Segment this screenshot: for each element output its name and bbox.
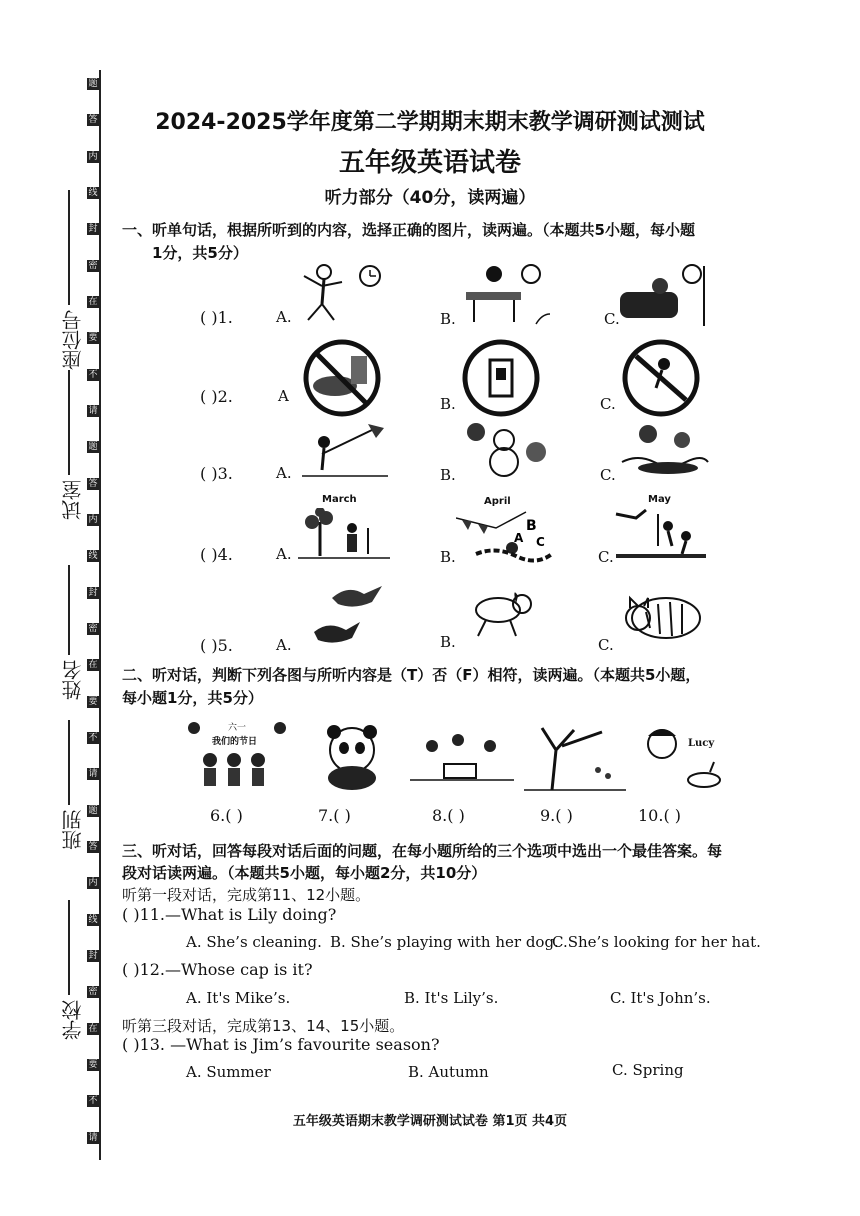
q12-option-a: A. It's Mike’s. (186, 989, 291, 1007)
section1-heading-cont: 1分，共5分） (152, 244, 248, 262)
seal-char: 密 (88, 987, 98, 998)
q13-option-b: B. Autumn (408, 1063, 489, 1081)
q10-answer: 10.( ) (638, 806, 682, 825)
eating-breakfast-picture (456, 262, 556, 326)
q5-option-c: C. (598, 636, 614, 654)
q4-option-a: A. (276, 545, 292, 563)
q13-option-c: C. Spring (612, 1061, 684, 1079)
q3-option-a: A. (276, 464, 292, 482)
section1-heading: 一、听单句话，根据所听到的内容，选择正确的图片，读两遍。（本题共5小题，每小题 (122, 221, 695, 239)
field-classroom: 试室 (61, 480, 85, 520)
q11-question: ( )11.—What is Lily doing? (122, 905, 337, 924)
listening-header: 听力部分（40分，读两遍） (324, 188, 536, 208)
month-label-may: May (648, 494, 671, 505)
seal-char: 内 (88, 151, 98, 162)
childrens-day-banner: 我们的节日 (212, 737, 258, 747)
seal-char: 线 (88, 188, 98, 198)
seal-char: 密 (88, 624, 98, 634)
seal-text-column (87, 70, 99, 1160)
flying-kite-picture (292, 420, 392, 484)
q12-option-b: B. It's Lily’s. (404, 989, 499, 1007)
sign-picture (460, 338, 542, 418)
seal-char: 答 (88, 478, 98, 489)
seal-char: 不 (88, 1096, 98, 1107)
seal-char: 请 (88, 406, 98, 416)
seal-char: 内 (88, 515, 98, 525)
q8-answer: 8.( ) (432, 806, 465, 825)
seal-char: 要 (88, 333, 98, 344)
field-class: 班别 (61, 810, 85, 850)
svg-text:B: B (526, 518, 537, 534)
q2-number: ( )2. (200, 387, 233, 406)
q4-option-b: B. (440, 548, 456, 566)
q6-answer: 6.( ) (210, 806, 243, 825)
q3-option-b: B. (440, 466, 456, 484)
q11-option-c: C.She’s looking for her hat. (552, 933, 761, 951)
q5-option-a: A. (276, 636, 292, 654)
sports-day-picture (612, 506, 710, 564)
panda-picture (306, 722, 398, 790)
seal-char: 不 (88, 733, 98, 743)
field-school: 学校 (61, 1000, 85, 1040)
swimming-picture (618, 418, 710, 478)
q3-number: ( )3. (200, 464, 233, 483)
section3-heading-cont: 段对话读两遍。（本题共5小题，每小题2分，共10分） (122, 864, 487, 882)
seal-char: 题 (88, 805, 98, 816)
q1-option-a: A. (276, 308, 292, 326)
seal-char: 不 (88, 369, 98, 380)
exam-title: 2024-2025学年度第二学期期末期末教学调研测试测试 (155, 110, 705, 135)
field-seat-number: 座位号 (61, 310, 85, 370)
q2-option-b: B. (440, 395, 456, 413)
q1-option-c: C. (604, 310, 620, 328)
section2-heading: 二、听对话，判断下列各图与所听内容是（T）否（F）相符，读两遍。（本题共5小题， (122, 666, 701, 684)
seal-char: 在 (88, 297, 98, 307)
planting-trees-picture (294, 508, 394, 564)
section3-heading: 三、听对话，回答每段对话后面的问题，在每小题所给的三个选项中选出一个最佳答案。每 (122, 842, 723, 860)
no-running-sign (620, 338, 702, 418)
exercise-clock-picture (292, 262, 392, 324)
seal-char: 答 (88, 842, 98, 852)
seal-char: 线 (88, 551, 98, 562)
seal-char: 封 (88, 224, 98, 235)
seal-char: 封 (88, 951, 98, 961)
lucy-label: Lucy (688, 738, 715, 749)
q7-answer: 7.( ) (318, 806, 351, 825)
seal-char: 请 (88, 769, 98, 780)
seal-char: 请 (88, 1132, 98, 1143)
field-line (68, 720, 70, 805)
q4-option-c: C. (598, 548, 614, 566)
seal-char: 要 (88, 1060, 98, 1070)
q3-option-c: C. (600, 466, 616, 484)
q4-number: ( )4. (200, 545, 233, 564)
q11-option-a: A. She’s cleaning. (186, 933, 322, 951)
q11-option-b: B. She’s playing with her dog. (330, 933, 559, 951)
q5-option-b: B. (440, 633, 456, 651)
q13-option-a: A. Summer (186, 1063, 271, 1081)
field-line (68, 900, 70, 995)
q1-option-b: B. (440, 310, 456, 328)
q9-answer: 9.( ) (540, 806, 573, 825)
seal-char: 要 (88, 696, 98, 707)
party-bunting-picture (456, 506, 556, 566)
dialogue-1-instruction: 听第一段对话，完成第11、12小题。 (122, 886, 371, 904)
no-junk-food-sign (295, 338, 389, 418)
q2-option-a: A (278, 387, 289, 405)
field-name: 姓名 (61, 660, 85, 700)
q1-number: ( )1. (200, 308, 233, 327)
field-line (68, 370, 70, 475)
q12-question: ( )12.—Whose cap is it? (122, 960, 313, 979)
seal-char: 题 (88, 442, 98, 453)
childrens-day-banner-top: 六一 (228, 723, 247, 733)
section2-heading-cont: 每小题1分，共5分） (122, 689, 263, 707)
dialogue-3-instruction: 听第三段对话，完成第13、14、15小题。 (122, 1017, 405, 1035)
picnic-picture (408, 730, 516, 786)
exam-subtitle: 五年级英语试卷 (338, 148, 521, 178)
q5-number: ( )5. (200, 636, 233, 655)
q2-option-c: C. (600, 395, 616, 413)
snowman-picture (456, 418, 552, 478)
binding-line (99, 70, 101, 1160)
q13-question: ( )13. —What is Jim’s favourite season? (122, 1035, 440, 1054)
seal-char: 密 (88, 260, 98, 271)
seal-char: 内 (88, 878, 98, 889)
seal-char: 答 (88, 115, 98, 126)
seal-char: 在 (88, 660, 98, 671)
svg-text:C: C (536, 535, 545, 549)
tree-autumn-picture (522, 720, 628, 792)
month-label-march: March (322, 494, 357, 505)
q12-option-c: C. It's John’s. (610, 989, 711, 1007)
seal-char: 线 (88, 914, 98, 925)
page-footer: 五年级英语期末教学调研测试试卷 第1页 共4页 (292, 1114, 568, 1129)
cat-picture (616, 584, 706, 644)
field-line (68, 565, 70, 655)
sleeping-bed-picture (618, 262, 710, 328)
lucy-rabbit-picture (640, 722, 726, 790)
seal-char: 题 (88, 79, 98, 89)
svg-text:A: A (514, 531, 524, 545)
birds-picture (294, 580, 394, 654)
dog-picture (458, 580, 548, 640)
month-label-april: April (484, 496, 511, 507)
seal-char: 在 (88, 1023, 98, 1034)
seal-char: 封 (88, 587, 98, 598)
